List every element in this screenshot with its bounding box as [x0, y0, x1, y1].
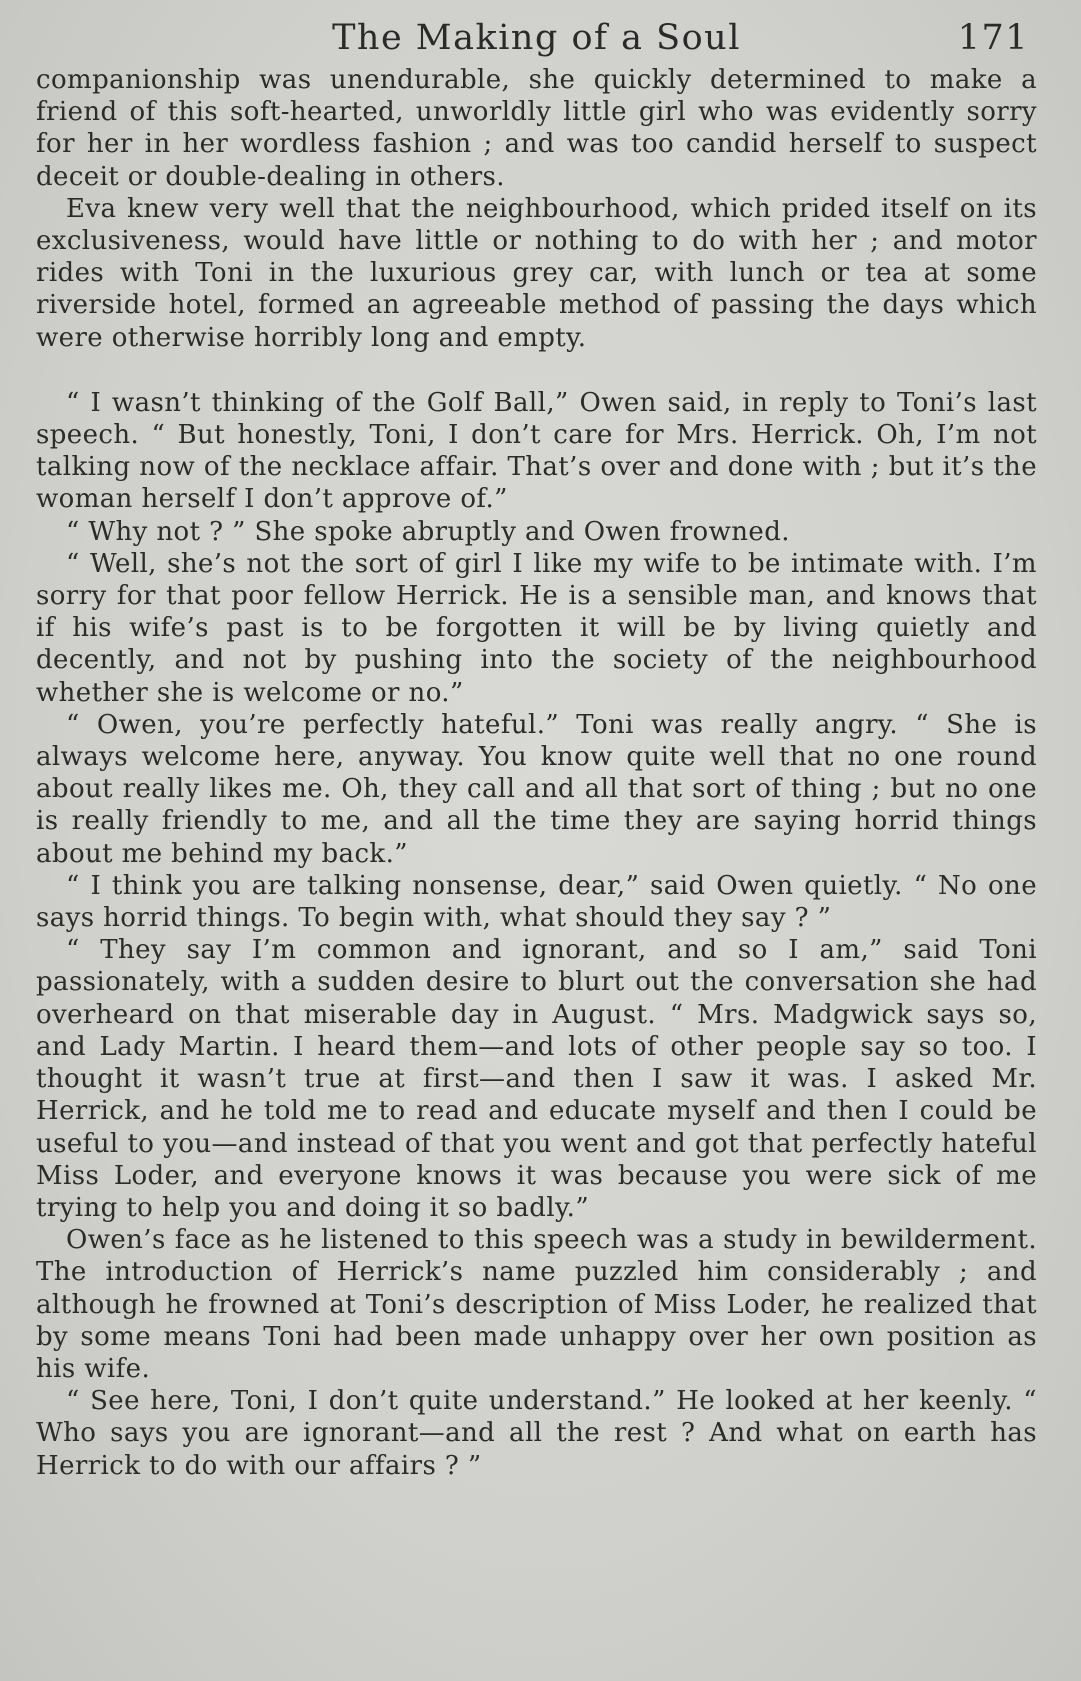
paragraph: “ Why not ? ” She spoke abruptly and Owen frowned.: [66, 516, 790, 547]
paragraph: “ Well, she’s not the sort of girl I like my wife to be intimate with. I’m sorry for that poor fellow Herrick. He is a sensible man, and knows that if his wife’s past is to be forgotten it will be by living quietly and decently, and not by pushing into the society of the neighbourhood whether she is welcome or no.”: [36, 548, 1037, 708]
paragraph: Owen’s face as he listened to this speech was a study in bewilderment. The introduction of Herrick’s name puzzled him considerably ; and although he frowned at Toni’s description of Miss Loder, he realized that by some means Toni had been made unhappy over her own position as his wife.: [36, 1225, 1037, 1384]
running-head: [36, 14, 1037, 64]
paragraph: “ Owen, you’re perfectly hateful.” Toni was really angry. “ She is always welcome here, anyway. You know quite well that no one round about really likes me. Oh, they call and all that sort of thing ; but no one is really friendly to me, and all the time they are saying horrid things about me behind my back.”: [36, 709, 1037, 869]
paragraph: “ See here, Toni, I don’t quite understand.” He looked at her keenly. “ Who says you are ignorant—and all the rest ? And what on earth has Herrick to do with our affairs ? ”: [36, 1386, 1037, 1481]
page-number: 171: [957, 18, 1029, 58]
paragraph: “ They say I’m common and ignorant, and so I am,” said Toni passionately, with a sudden desire to blurt out the conversation she had overheard on that miserable day in August. “ Mrs. Madgwick says so, and Lady Martin. I heard them—and lots of other people say so too. I thought it wasn’t true at first—and then I saw it was. I asked Mr. Herrick, and he told me to read and educate myself and then I could be useful to you—and instead of that you went and got that perfectly hateful Miss Loder, and everyone knows it was because you were sick of me trying to help you and doing it so badly.”: [36, 935, 1037, 1223]
paragraph: Eva knew very well that the neighbourhood, which prided itself on its exclusiveness, would have little or nothing to do with her ; and motor rides with Toni in the luxurious grey car, with lunch or tea at some riverside hotel, formed an agreeable method of passing the days which were otherwise horribly long and empty.: [36, 193, 1037, 353]
paragraph: “ I think you are talking nonsense, dear,” said Owen quietly. “ No one says horrid things. To begin with, what should they say ? ”: [36, 870, 1037, 934]
running-title: The Making of a Soul: [332, 18, 741, 58]
paragraph: companionship was unendurable, she quickly determined to make a friend of this soft-hearted, unworldly little girl who was evidently sorry for her in her wordless fashion ; and was too candid herself to suspect deceit or double-dealing in others.: [36, 65, 1037, 192]
body-text: [36, 64, 1037, 1482]
paragraph: “ I wasn’t thinking of the Golf Ball,” Owen said, in reply to Toni’s last speech. “ But honestly, Toni, I don’t care for Mrs. Herrick. Oh, I’m not talking now of the necklace affair. That’s over and done with ; but it’s the woman herself I don’t approve of.”: [36, 387, 1037, 515]
